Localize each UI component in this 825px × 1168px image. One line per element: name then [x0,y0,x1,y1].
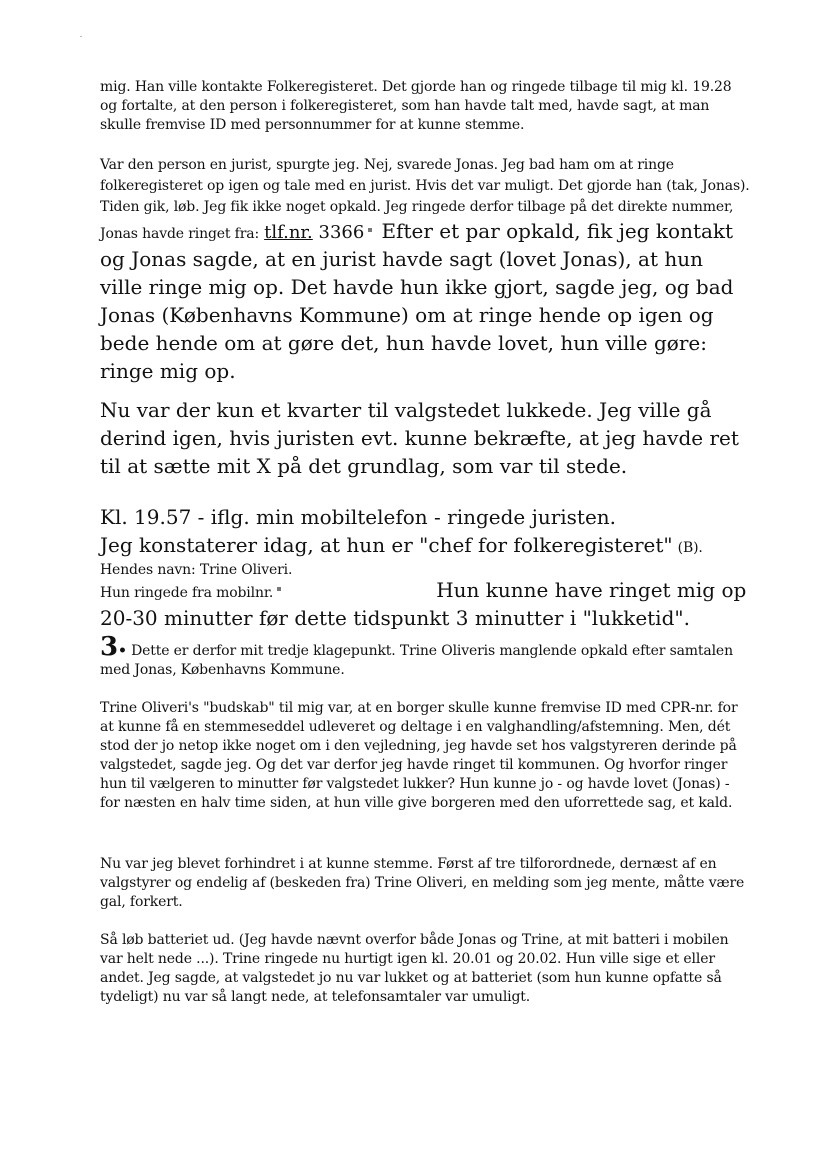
phone-label: tlf.nr. 3366 [264,222,365,243]
paragraph-2-small-text: Var den person en jurist, spurgte jeg. Nej, svarede Jonas. Jeg bad ham om at ringe folkeregisteret op igen og tale med en jurist. Hvis det var muligt. Det gjorde han (tak, Jonas). Tiden gik, løb. Jeg fik ikke noget opkald. Jeg ringede derfor tilbage på det direkte nummer, Jonas havde ringet fra: [100,157,750,242]
paragraph-5-large-text: Hun kunne have ringet mig op 20-30 minutter før dette tidspunkt 3 minutter i "lukketid". [100,578,747,630]
paragraph-4 [100,503,750,580]
paragraph-7: Trine Oliveri's "budskab" til mig var, at en borger skulle kunne fremvise ID med CPR-nr. for at kunne få en stemmeseddel udleveret og deltage i en valghandling/afstemning. Men, dét stod der jo netop ikke noget om i den vejledning, jeg havde set hos valgstyreren derinde på valgstedet, sagde jeg. Og det var derfor jeg havde ringet til kommunen. Og hvorfor ringer hun til vælgeren to minutter før valgstedet lukker? Hun kunne jo - og havde lovet (Jonas) - for næsten en halv time siden, at hun ville give borgeren med den uforrettede sag, et kald. [100,700,738,811]
call-time-line: Kl. 19.57 - iflg. min mobiltelefon - ringede juristen. [100,505,617,529]
paragraph-5 [100,576,750,632]
redaction-mark [368,228,372,232]
complaint-number: 3 [100,632,118,662]
bullet-icon: • [117,643,127,659]
redaction-mark [277,587,281,591]
chef-statement: Jeg konstaterer idag, at hun er "chef for folkeregisteret" [100,533,673,557]
paragraph-8: Nu var jeg blevet forhindret i at kunne stemme. Først af tre tilforordnede, dernæst af en valgstyrer og endelig af (beskeden fra) Trine Oliveri, en melding som jeg mente, måtte være gal, forkert. [100,856,745,910]
name-note: (B). Hendes navn: Trine Oliveri. [100,540,703,578]
complaint-point-3 [100,632,750,680]
paragraph-3: Nu var der kun et kvarter til valgstedet lukkede. Jeg ville gå derind igen, hvis juristen evt. kunne bekræfte, at jeg havde ret til at sætte mit X på det grundlag, som var til stede. [100,398,739,478]
complaint-text: Dette er derfor mit tredje klagepunkt. Trine Oliveris manglende opkald efter samtalen med Jonas, Københavns Kommune. [100,643,733,678]
scan-speck [80,36,82,37]
paragraph-9: Så løb batteriet ud. (Jeg havde nævnt overfor både Jonas og Trine, at mit batteri i mobilen var helt nede ...). Trine ringede nu hurtigt igen kl. 20.01 og 20.02. Hun ville sige et eller andet. Jeg sagde, at valgstedet jo nu var lukket og at batteriet (som hun kunne opfatte så tydeligt) nu var så langt nede, at telefonsamtaler var umuligt. [100,932,729,1005]
mobile-number-label: Hun ringede fra mobilnr. [100,585,274,601]
paragraph-1: mig. Han ville kontakte Folkeregisteret. Det gjorde han og ringede tilbage til mig kl. 19.28 og fortalte, at den person i folkeregisteret, som han havde talt med, havde sagt, at man skulle fremvise ID med personnummer for at kunne stemme. [100,79,732,133]
paragraph-2-large-text: Efter et par opkald, fik jeg kontakt og Jonas sagde, at en jurist havde sagt (lovet Jonas), at hun ville ringe mig op. Det havde hun ikke gjort, sagde jeg, og bad Jonas (Københavns Kommune) om at ringe hende op igen og bede hende om at gøre det, hun havde lovet, hun ville gøre: ringe mig op. [100,219,734,383]
paragraph-2 [100,154,750,385]
